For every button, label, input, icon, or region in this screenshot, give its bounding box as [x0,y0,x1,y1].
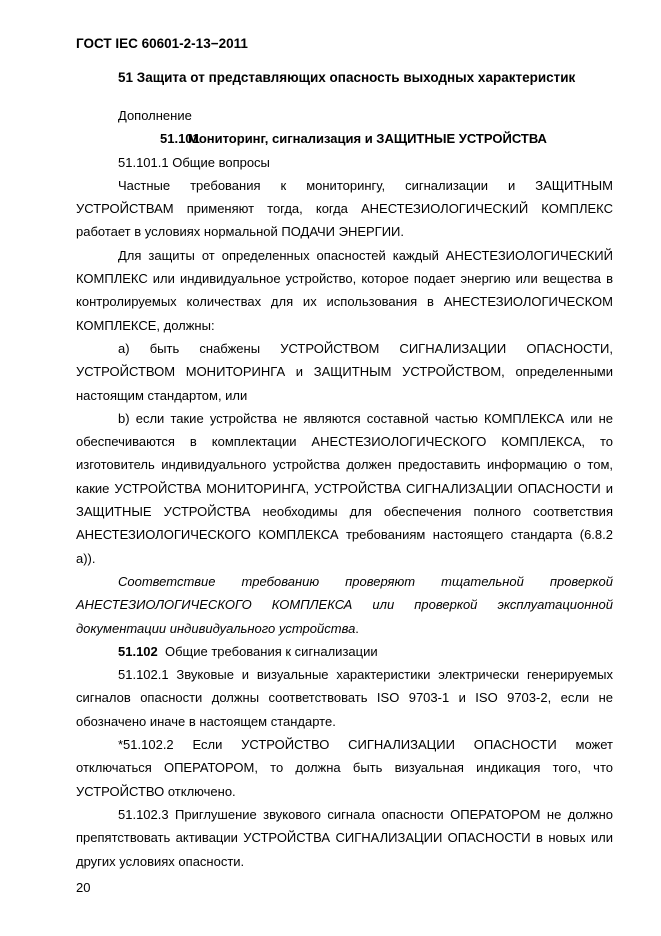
compliance-end: . [355,620,359,636]
compliance-paragraph [76,570,613,640]
section-title: 51 Защита от представляющих опасность выходных характеристик [118,70,576,85]
list-item-b: b) если такие устройства не являются составной частью КОМПЛЕКСА или не обеспечиваются в комплектации АНЕСТЕЗИОЛОГИЧЕСКОГО КОМПЛЕКСА, то изготовитель индивидуального устройства должен предоставить информацию о том, какие УСТРОЙСТВА МОНИТОРИНГА, УСТРОЙСТВА СИГНАЛИЗАЦИИ ОПАСНОСТИ и ЗАЩИТНЫЕ УСТРОЙСТВА необходимы для обеспечения полного соответствия АНЕСТЕЗИОЛОГИЧЕСКОГО КОМПЛЕКСА требованиям настоящего стандарта (6.8.2 a)). [76,410,613,566]
standard-header: ГОСТ IEC 60601-2-13−2011 [76,36,248,51]
heading-51-101-number: 51.101 [160,131,200,147]
paragraph-51-102-1: 51.102.1 Звуковые и визуальные характеристики электрически генерируемых сигналов опасности должны соответствовать ISO 9703-1 и ISO 9703-2, если не обозначено иначе в настоящем стандарте. [76,667,613,729]
heading-51-101-title: Мониторинг, сигнализация и ЗАЩИТНЫЕ УСТРОЙСТВА [188,131,547,147]
page-number: 20 [76,880,91,895]
compliance-text: Соответствие требованию проверяют тщательной проверкой АНЕСТЕЗИОЛОГИЧЕСКОГО КОМПЛЕКСА или проверкой эксплуатационной документации индивидуального устройства [76,573,613,636]
heading-51-102-title: Общие требования к сигнализации [165,643,378,659]
subheading-51-101-1: 51.101.1 Общие вопросы [118,154,270,170]
heading-51-102-number: 51.102 [118,643,158,659]
paragraph-2: Для защиты от определенных опасностей каждый АНЕСТЕЗИОЛОГИЧЕСКИЙ КОМПЛЕКС или индивидуальное устройство, которое подает энергию или вещества в контролируемых количествах для их использования в АНЕСТЕЗИОЛОГИЧЕСКОМ КОМПЛЕКСЕ, должны: [76,247,613,333]
heading-51-102 [76,640,613,663]
addition-label: Дополнение [118,108,192,123]
document-body [76,104,613,873]
paragraph-51-102-2: *51.102.2 Если УСТРОЙСТВО СИГНАЛИЗАЦИИ ОПАСНОСТИ может отключаться ОПЕРАТОРОМ, то должна быть визуальная индикация того, что УСТРОЙСТВО отключено. [76,737,613,799]
heading-51-101 [76,127,613,150]
list-item-a: a) быть снабжены УСТРОЙСТВОМ СИГНАЛИЗАЦИИ ОПАСНОСТИ, УСТРОЙСТВОМ МОНИТОРИНГА и ЗАЩИТНЫМ УСТРОЙСТВОМ, определенными настоящим стандартом, или [76,340,613,403]
paragraph-51-102-3: 51.102.3 Приглушение звукового сигнала опасности ОПЕРАТОРОМ не должно препятствовать активации УСТРОЙСТВА СИГНАЛИЗАЦИИ ОПАСНОСТИ в новых или других условиях опасности. [76,806,613,869]
paragraph-1: Частные требования к мониторингу, сигнализации и ЗАЩИТНЫМ УСТРОЙСТВАМ применяют тогда, когда АНЕСТЕЗИОЛОГИЧЕСКИЙ КОМПЛЕКС работает в условиях нормальной ПОДАЧИ ЭНЕРГИИ. [76,177,613,240]
